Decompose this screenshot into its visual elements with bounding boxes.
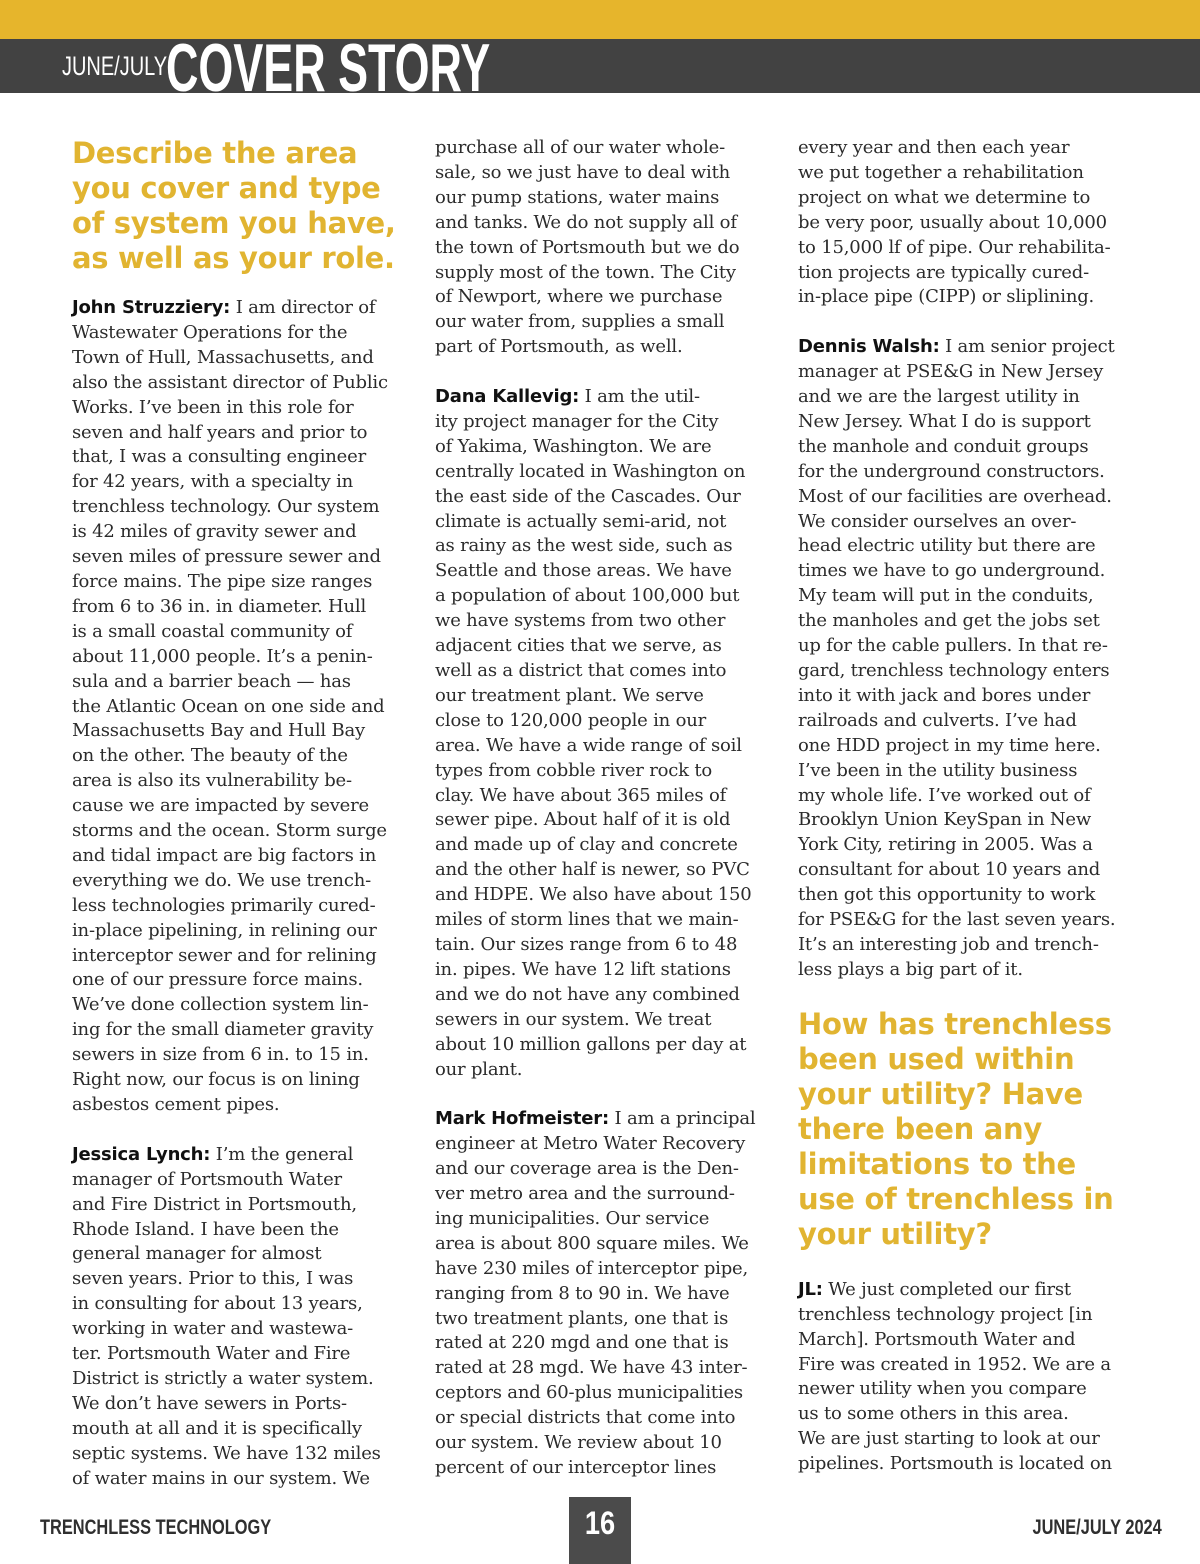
answer-paragraph-lynch xyxy=(72,1143,402,1492)
answer-paragraph-continued: every year and then each year we put together a rehabilitation project on what we determine to be very poor, usually about 10,000 to 15,000 lf of pipe. Our rehabilita- tion projects are typically cured- in-place pipe (CIPP) or sliplining. xyxy=(798,137,1111,308)
publication-name: TRENCHLESS TECHNOLOGY xyxy=(40,1516,272,1539)
section-title: COVER STORY xyxy=(166,30,491,106)
answer-paragraph-kallevig xyxy=(435,385,765,1082)
answer-paragraph-struzziery xyxy=(72,296,402,1118)
answer-text: We just completed our first trenchless technology project [in March]. Portsmouth Water and Fire was created in 1952. We are a newer utility when you compare us to some others in this area. We are just starting to look at our pipelines. Portsmouth is located on xyxy=(798,1278,1112,1475)
answer-text: I am senior project manager at PSE&G in New Jersey and we are the largest utility in New Jersey. What I do is support the manhole and conduit groups for the underground constructors. Most of our facilities are overhead. We consider ourselves an over- head electric utility but there are times we have to go underground. My team will put in the conduits, the manholes and get the jobs set up for the cable pullers. In that re- gard, trenchless technology enters into it with jack and bores under railroads and culverts. I’ve had one HDD project in my time here. I’ve been in the utility business my whole life. I’ve worked out of Brooklyn Union KeySpan in New York City, retiring in 2005. Was a consultant for about 10 years and then got this opportunity to work for PSE&G for the last seven years. It’s an interesting job and trench- less plays a big part of it. xyxy=(798,336,1116,980)
page-number: 16 xyxy=(584,1505,616,1541)
speaker-name: JL: xyxy=(798,1278,823,1300)
answer-text: I am director of Wastewater Operations for the Town of Hull, Massachusetts, and also the assistant director of Public Works. I’ve been in this role for seven and half years and prior to that, I was a consulting engineer for 42 years, with a specialty in trenchless technology. Our system is 42 miles of gravity sewer and seven miles of pressure sewer and force mains. The pipe size ranges from 6 to 36 in. in diameter. Hull is a small coastal community of about 11,000 people. It’s a penin- sula and a barrier beach — has the Atlantic Ocean on one side and Massachusetts Bay and Hull Bay on the other. The beauty of the area is also its vulnerability be- cause we are impacted by severe storms and the ocean. Storm surge and tidal impact are big factors in everything we do. We use trench- less technologies primarily cured- in-place pipelining, in relining our interceptor sewer and for relining one of our pressure force mains. We’ve done collection system lin- ing for the small diameter gravity sewers in size from 6 in. to 15 in. Right now, our focus is on lining asbestos cement pipes. xyxy=(72,297,388,1115)
issue-label: JUNE/JULY xyxy=(62,51,168,81)
speaker-name: Jessica Lynch: xyxy=(72,1143,211,1165)
speaker-name: John Struzziery: xyxy=(72,297,231,318)
answer-paragraph-hofmeister xyxy=(435,1107,765,1481)
column-3 xyxy=(798,136,1133,1477)
issue-date: JUNE/JULY 2024 xyxy=(1032,1516,1162,1539)
question-heading-2: How has trenchless been used within your utility? Have there been any limitations to the use of trenchless in your utility? xyxy=(798,1006,1114,1251)
speaker-name: Dana Kallevig: xyxy=(435,386,580,408)
column-1 xyxy=(72,136,402,1491)
answer-paragraph-jl xyxy=(798,1278,1133,1477)
answer-text: I am the util- ity project manager for the City of Yakima, Washington. We are centrally located in Washington on the east side of the Cascades. Our climate is actually semi-arid, not as rainy as the west side, such as Seattle and those areas. We have a population of about 100,000 but we have systems from two other adjacent cities that we serve, as well as a district that comes into our treatment plant. We serve close to 120,000 people in our area. We have a wide range of soil types from cobble river rock to clay. We have about 365 miles of sewer pipe. About half of it is old and made up of clay and concrete and the other half is newer, so PVC and HDPE. We also have about 150 miles of storm lines that we main- tain. Our sizes range from 6 to 48 in. pipes. We have 12 lift stations and we do not have any combined sewers in our system. We treat about 10 million gallons per day at our plant. xyxy=(435,386,752,1080)
answer-text: I’m the general manager of Portsmouth Water and Fire District in Portsmouth, Rhode Island. I have been the general manager for almost seven years. Prior to this, I was in consulting for about 13 years, working in water and wastewa- ter. Portsmouth Water and Fire District is strictly a water system. We don’t have sewers in Ports- mouth at all and it is specifically septic systems. We have 132 miles of water mains in our system. We xyxy=(72,1143,381,1489)
answer-paragraph-continued: purchase all of our water whole- sale, so we just have to deal with our pump stations, water mains and tanks. We do not supply all of the town of Portsmouth but we do supply most of the town. The City of Newport, where we purchase our water from, supplies a small part of Portsmouth, as well. xyxy=(435,137,740,358)
speaker-name: Dennis Walsh: xyxy=(798,336,940,358)
speaker-name: Mark Hofmeister: xyxy=(435,1108,609,1130)
answer-paragraph-walsh xyxy=(798,335,1133,983)
answer-text: I am a principal engineer at Metro Water Recovery and our coverage area is the Den- ver metro area and the surround- ing municipalities. Our service area is about 800 square miles. We have 230 miles of interceptor pipe, ranging from 8 to 90 in. We have two treatment plants, one that is rated at 220 mgd and one that is rated at 28 mgd. We have 43 inter- ceptors and 60-plus municipalities or special districts that come into our system. We review about 10 percent of our interceptor lines xyxy=(435,1108,756,1478)
column-2 xyxy=(435,136,765,1481)
question-heading-1: Describe the area you cover and type of system you have, as well as your role. xyxy=(72,136,396,275)
page-number-box xyxy=(569,1497,631,1564)
